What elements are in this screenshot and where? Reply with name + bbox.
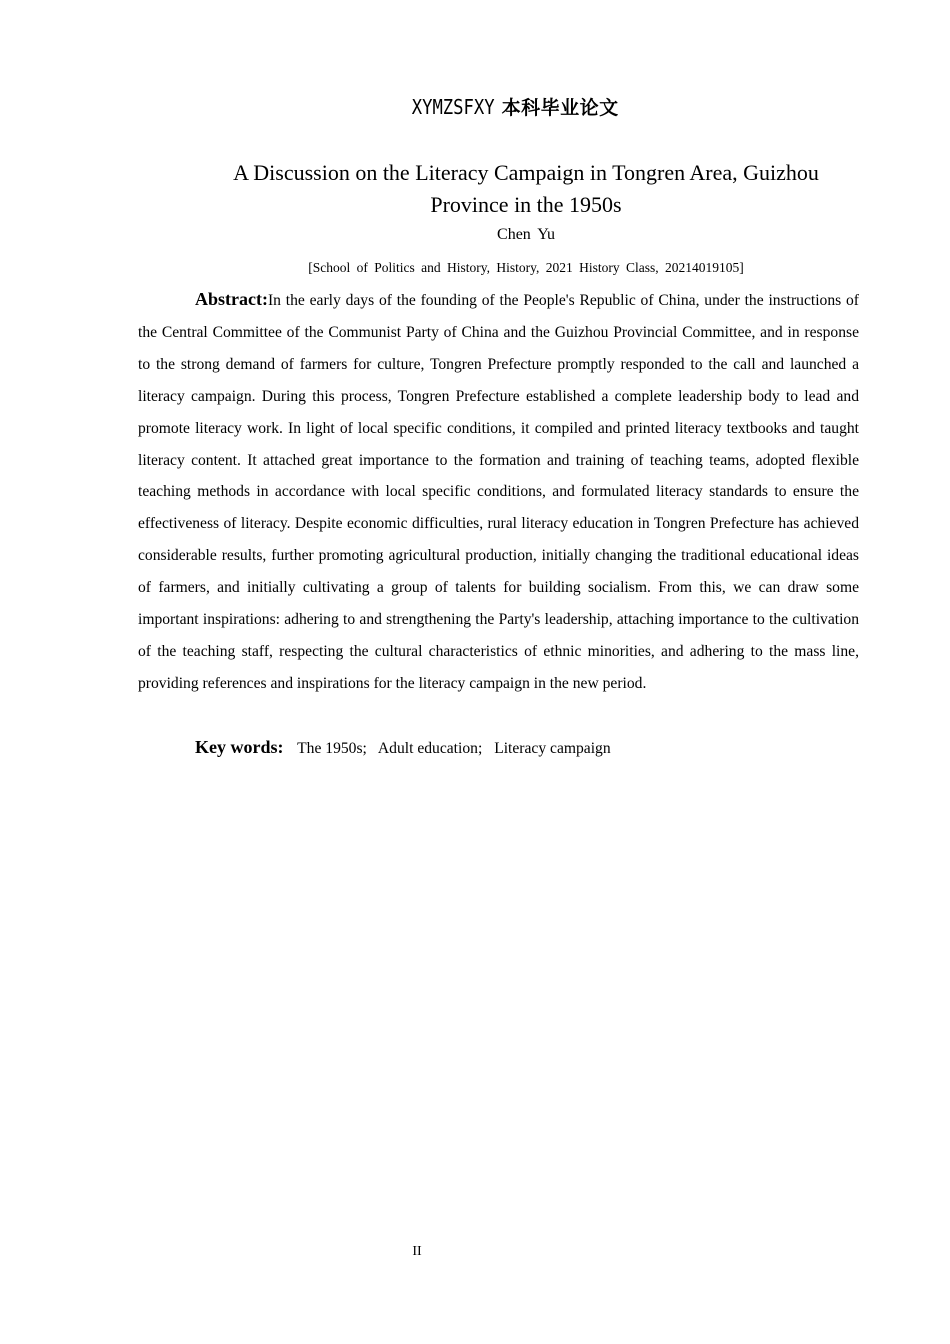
keywords-label: Key words: (195, 737, 284, 757)
running-header-latin: XYMZSFXY (412, 95, 495, 119)
keywords-line (195, 733, 619, 763)
running-header (0, 93, 950, 120)
author-affiliation: [School of Politics and History, History, 2021 History Class, 20214019105] (308, 260, 744, 275)
running-header-cjk: 本科毕业论文 (501, 97, 619, 119)
abstract-label: Abstract: (195, 289, 268, 309)
keyword-item: Adult education; (377, 740, 483, 757)
paper-title (138, 157, 914, 221)
abstract-paragraph (138, 284, 859, 700)
keyword-item: Literacy campaign (494, 740, 611, 757)
abstract-text: In the early days of the founding of the People's Republic of China, under the instructions of the Central Committee of the Communist Party of China and the Guizhou Provincial Committee, and in response to the strong demand of farmers for culture, Tongren Prefecture promptly responded to the call and launched a literacy campaign. During this process, Tongren Prefecture established a complete leadership body to lead and promote literacy work. In light of local specific conditions, it compiled and printed literacy textbooks and taught literacy content. It attached great importance to the formation and training of teaching teams, adopted flexible teaching methods in accordance with local specific conditions, and formulated literacy standards to ensure the effectiveness of literacy. Despite economic difficulties, rural literacy education in Tongren Prefecture has achieved considerable results, further promoting agricultural production, initially changing the traditional educational ideas of farmers, and initially cultivating a group of talents for building socialism. From this, we can draw some important inspirations: adhering to and strengthening the Party's leadership, attaching importance to the cultivation of the teaching staff, respecting the cultural characteristics of ethnic minorities, and adhering to the mass line, providing references and inspirations for the literacy campaign in the new period. (138, 292, 859, 692)
paper-title-line-1: A Discussion on the Literacy Campaign in Tongren Area, Guizhou (233, 160, 819, 185)
paper-title-line-2: Province in the 1950s (430, 192, 622, 217)
author-name: Chen Yu (497, 226, 555, 243)
keyword-item: The 1950s; (297, 740, 367, 757)
page-number: II (412, 1244, 422, 1259)
